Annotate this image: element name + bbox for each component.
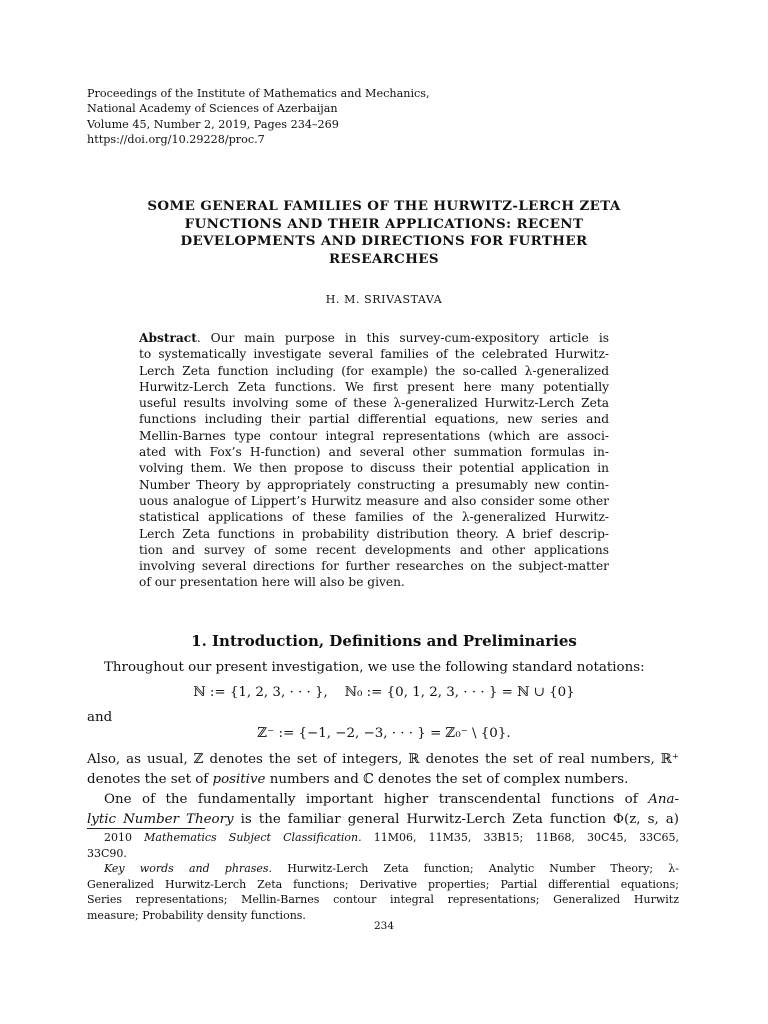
body-line: [87, 770, 679, 790]
journal-line: Volume 45, Number 2, 2019, Pages 234–269: [87, 117, 339, 131]
body-text: numbers and ℂ denotes the set of complex numbers.: [265, 772, 629, 787]
body-line: Also, as usual, ℤ denotes the set of integers, ℝ denotes the set of real numbers, ℝ⁺: [87, 752, 679, 767]
footnote-text: 2010: [104, 831, 145, 844]
abstract-line: Number Theory by appropriately constructing a presumably new contin-: [139, 477, 609, 492]
abstract-line: Lerch Zeta functions in probability distribution theory. A brief descrip-: [139, 526, 609, 541]
abstract-heading: Abstract: [139, 331, 197, 345]
abstract-text: . Our main purpose in this survey-cum-expository article is: [196, 331, 609, 345]
title-line: DEVELOPMENTS AND DIRECTIONS FOR FURTHER: [180, 233, 588, 249]
section-heading: 1. Introduction, Definitions and Preliminaries: [191, 632, 577, 650]
emphasis-text: Ana-: [648, 792, 679, 807]
journal-line: National Academy of Sciences of Azerbaijan: [87, 102, 338, 116]
intro-paragraph-1: [87, 658, 679, 678]
abstract-line: useful results involving some of these λ-generalized Hurwitz-Lerch Zeta: [139, 396, 609, 411]
abstract-line: Hurwitz-Lerch Zeta functions. We first present here many potentially: [139, 379, 609, 394]
abstract-line: to systematically investigate several families of the celebrated Hurwitz-: [139, 347, 609, 362]
footnote-text: 11M06, 11M35, 33B15; 11B68, 30C45, 33C65,: [361, 831, 679, 844]
footnote-line: [87, 861, 679, 877]
title-line: RESEARCHES: [329, 250, 439, 267]
abstract-line: statistical applications of these families of the λ-generalized Hurwitz-: [139, 510, 609, 525]
body-line: [87, 790, 679, 810]
equation-naturals: ℕ := {1, 2, 3, · · · }, ℕ₀ := {0, 1, 2, 3, · · · } = ℕ ∪ {0}: [193, 685, 575, 700]
emphasis-text: positive: [212, 772, 266, 787]
abstract-line: [139, 330, 609, 346]
footnote-line: [87, 830, 679, 846]
body-text: One of the fundamentally important higher transcendental functions of: [104, 792, 649, 807]
abstract-line: volving them. We then propose to discuss their potential application in: [139, 461, 609, 476]
intro-paragraph-2: [87, 750, 679, 830]
emphasis-text: lytic Number Theory: [87, 812, 234, 827]
page-number: 234: [373, 920, 395, 932]
footnote-label: Key words and phrases.: [104, 862, 273, 876]
body-text: is the familiar general Hurwitz-Lerch Zeta function Φ(z, s, a): [233, 812, 679, 827]
doi-link[interactable]: https://doi.org/10.29228/proc.7: [87, 133, 265, 147]
abstract-line: Mellin-Barnes type contour integral representations (which are associ-: [139, 428, 609, 443]
abstract-line: of our presentation here will also be given.: [139, 575, 405, 590]
abstract-line: ated with Fox’s H-function) and several other summation formulas in-: [139, 445, 609, 460]
body-text: denotes the set of: [87, 772, 213, 787]
footnote-line: measure; Probability density functions.: [87, 908, 306, 922]
connector-text: and: [87, 710, 113, 725]
abstract-line: tion and survey of some recent developments and other applications: [139, 542, 609, 557]
abstract-line: uous analogue of Lippert’s Hurwitz measure and also consider some other: [139, 493, 609, 508]
body-line: Throughout our present investigation, we use the following standard notations:: [104, 660, 645, 675]
footnote-line: 33C90.: [87, 846, 127, 860]
abstract: [139, 330, 609, 591]
footnote-line: Generalized Hurwitz-Lerch Zeta functions; Derivative properties; Partial differential equations;: [87, 877, 679, 891]
footnote-line: Series representations; Mellin-Barnes contour integral representations; Generalized Hurwitz: [87, 893, 679, 907]
footnote-label: Mathematics Subject Classification.: [144, 831, 362, 844]
author-name: H. M. SRIVASTAVA: [325, 293, 443, 306]
footnotes: [87, 830, 679, 924]
journal-header: [87, 86, 430, 148]
abstract-line: involving several directions for further researches on the subject-matter: [139, 559, 609, 574]
paper-title: [80, 198, 688, 268]
title-line: FUNCTIONS AND THEIR APPLICATIONS: RECENT: [184, 215, 584, 232]
abstract-line: Lerch Zeta function including (for example) the so-called λ-generalized: [139, 363, 609, 378]
footnote-text: Hurwitz-Lerch Zeta function; Analytic Number Theory; λ-: [272, 862, 679, 876]
title-line: SOME GENERAL FAMILIES OF THE HURWITZ-LERCH ZETA: [147, 198, 621, 214]
abstract-line: functions including their partial differential equations, new series and: [139, 412, 609, 427]
footnote-rule: [87, 828, 205, 829]
body-line: [87, 810, 679, 830]
journal-line: Proceedings of the Institute of Mathematics and Mechanics,: [87, 87, 430, 100]
equation-negative-integers: ℤ⁻ := {−1, −2, −3, · · · } = ℤ₀⁻ \ {0}.: [257, 726, 511, 741]
